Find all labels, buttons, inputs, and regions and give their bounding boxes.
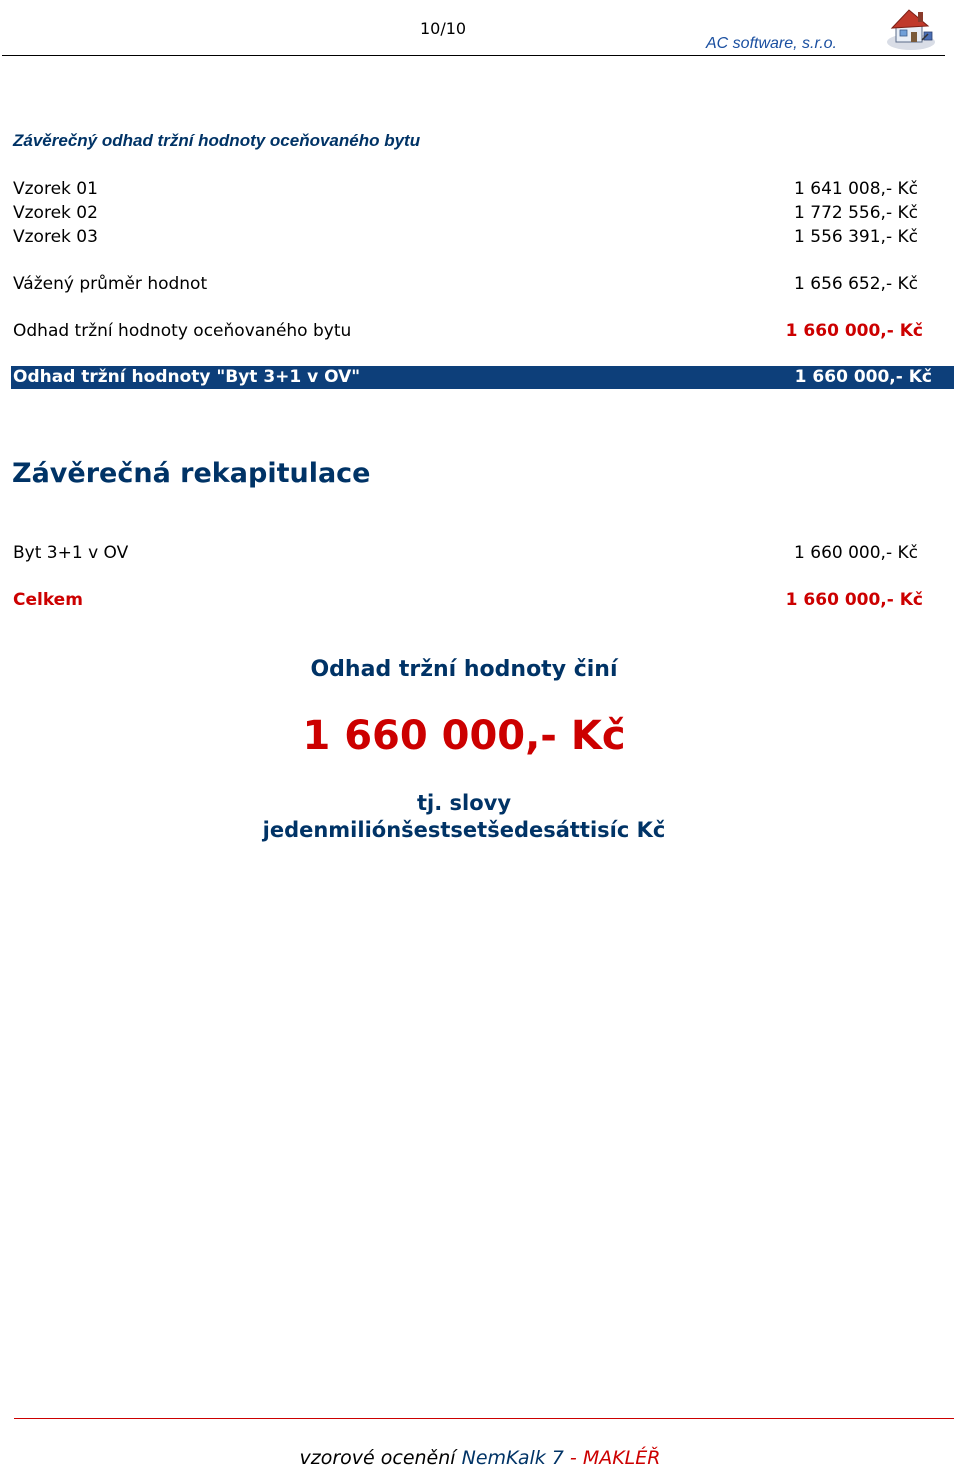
header-divider (2, 55, 945, 56)
footer-prefix: vzorové ocenění (299, 1447, 456, 1469)
footer-divider (14, 1418, 954, 1419)
sample-1-value: 1 641 008,- Kč (794, 179, 918, 199)
footer-separator: - (569, 1447, 577, 1469)
sample-2-value: 1 772 556,- Kč (794, 203, 918, 223)
weighted-average-label: Vážený průměr hodnot (13, 274, 208, 294)
recap-title: Závěrečná rekapitulace (12, 458, 371, 489)
footer-edition: MAKLÉŘ (582, 1447, 661, 1469)
weighted-average-value: 1 656 652,- Kč (794, 274, 918, 294)
recap-total-label: Celkem (13, 590, 83, 610)
footer (0, 1447, 960, 1469)
house-logo-icon (884, 4, 938, 52)
page-number: 10/10 (420, 19, 467, 38)
estimate-label: Odhad tržní hodnoty oceňovaného bytu (13, 321, 352, 341)
estimate-value: 1 660 000,- Kč (785, 321, 923, 341)
recap-total-value: 1 660 000,- Kč (785, 590, 923, 610)
recap-item-label: Byt 3+1 v OV (13, 543, 129, 563)
final-estimate-title: Závěrečný odhad tržní hodnoty oceňovaného bytu (13, 131, 421, 150)
company-name: AC software, s.r.o. (706, 35, 837, 52)
result-bar-value: 1 660 000,- Kč (794, 367, 932, 387)
result-bar-label: Odhad tržní hodnoty "Byt 3+1 v OV" (13, 367, 361, 387)
summary-words-prefix: tj. slovy (416, 791, 512, 815)
footer-product: NemKalk 7 (461, 1447, 564, 1469)
sample-1-label: Vzorek 01 (13, 179, 98, 199)
sample-3-value: 1 556 391,- Kč (794, 227, 918, 247)
recap-item-value: 1 660 000,- Kč (794, 543, 918, 563)
sample-3-label: Vzorek 03 (13, 227, 98, 247)
summary-words: jedenmiliónšestsetšedesáttisíc Kč (262, 818, 666, 842)
summary-title: Odhad tržní hodnoty činí (310, 657, 618, 682)
sample-2-label: Vzorek 02 (13, 203, 98, 223)
summary-value: 1 660 000,- Kč (302, 713, 626, 759)
